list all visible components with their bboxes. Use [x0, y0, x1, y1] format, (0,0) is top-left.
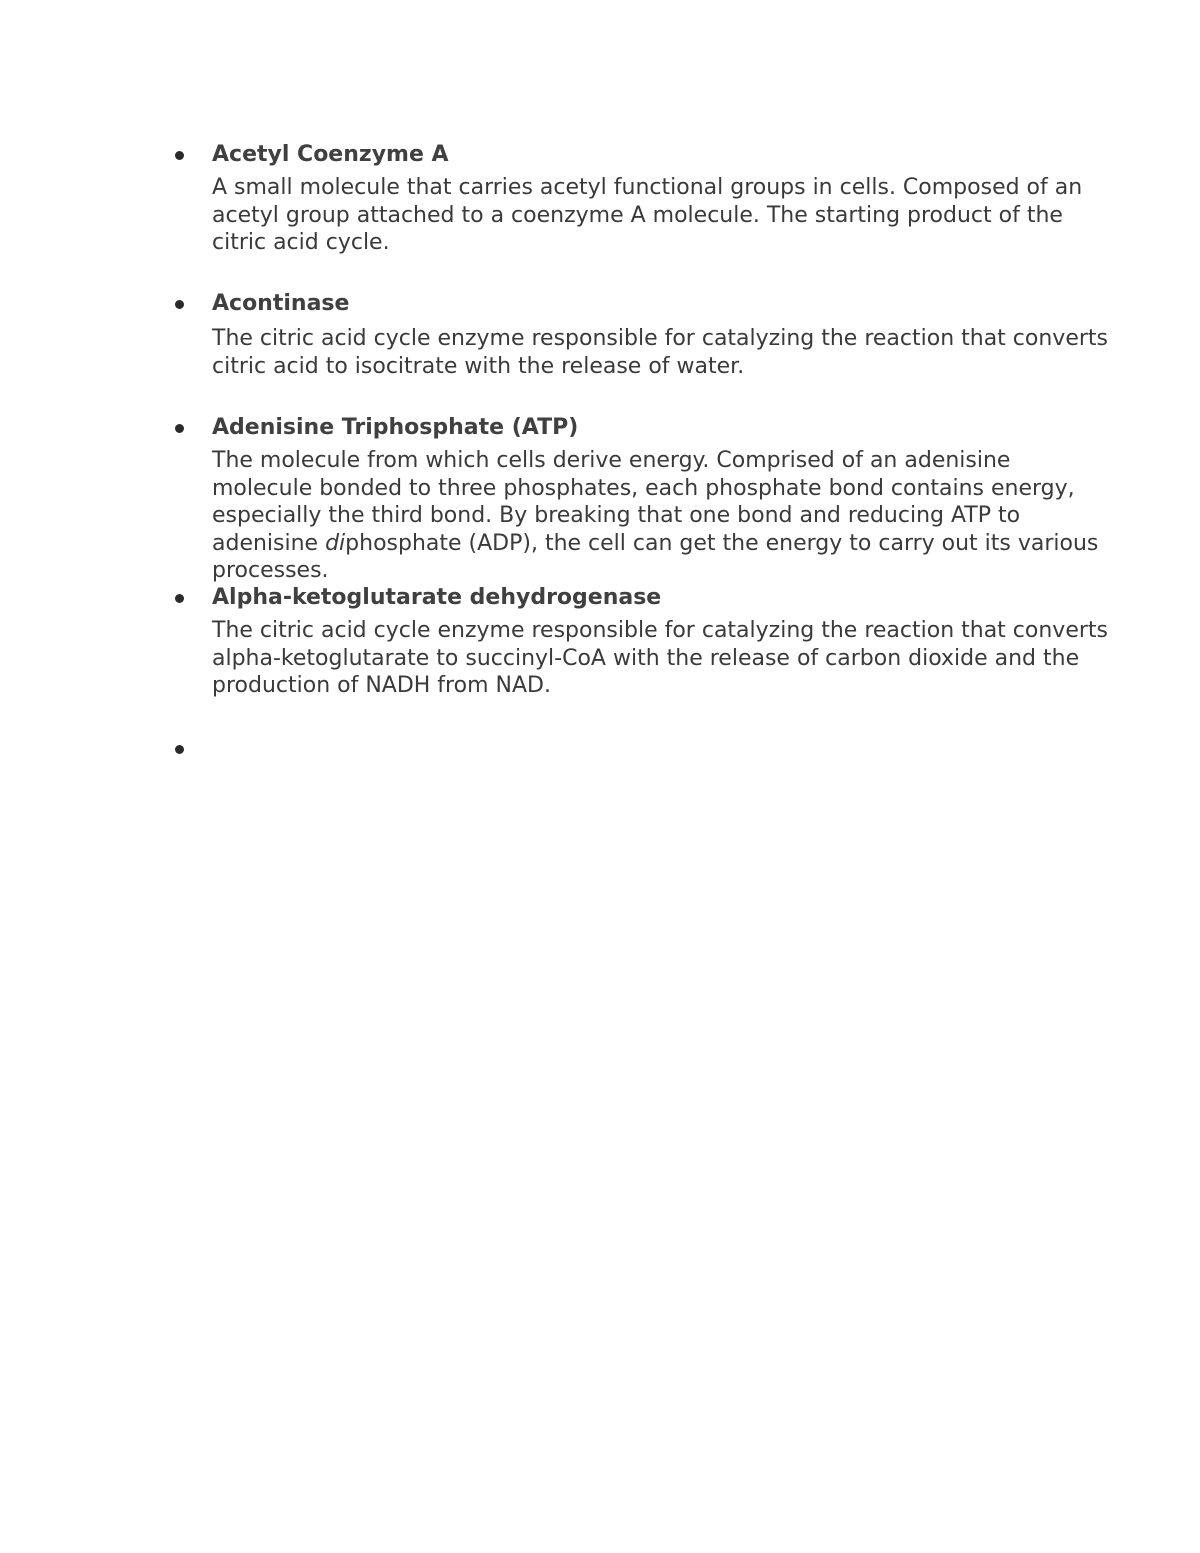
list-item	[212, 414, 1112, 585]
bullet-icon	[175, 300, 184, 309]
definition-italic-text: di	[325, 530, 346, 556]
bullet-icon	[175, 594, 184, 603]
term-definition	[212, 447, 1112, 585]
term-heading: Adenisine Triphosphate (ATP)	[212, 415, 579, 440]
empty-bullet-icon	[175, 745, 184, 754]
term-heading: Acetyl Coenzyme A	[212, 142, 449, 167]
term-heading: Alpha-ketoglutarate dehydrogenase	[212, 585, 662, 610]
term-definition: The citric acid cycle enzyme responsible for catalyzing the reaction that converts alpha-ketoglutarate to succinyl-CoA with the release of carbon dioxide and the production of NADH from NAD.	[212, 618, 1108, 698]
list-item	[212, 141, 1112, 257]
term-heading: Acontinase	[212, 291, 350, 316]
definition-text: The molecule from which cells derive energy. Comprised of an adenisine molecule bonded to three phosphates, each phosphate bond contains energy, especially the third bond. By breaking that one bond and reducing ATP to adenisine	[212, 448, 1075, 556]
bullet-icon	[175, 424, 184, 433]
term-definition: A small molecule that carries acetyl functional groups in cells. Composed of an acetyl group attached to a coenzyme A molecule. The starting product of the citric acid cycle.	[212, 175, 1083, 255]
list-item	[212, 584, 1112, 700]
definition-text: phosphate (ADP), the cell can get the energy to carry out its various processes.	[212, 530, 1099, 583]
term-definition: The citric acid cycle enzyme responsible for catalyzing the reaction that converts citric acid to isocitrate with the release of water.	[212, 326, 1108, 379]
bullet-icon	[175, 151, 184, 160]
list-item	[212, 290, 1112, 380]
